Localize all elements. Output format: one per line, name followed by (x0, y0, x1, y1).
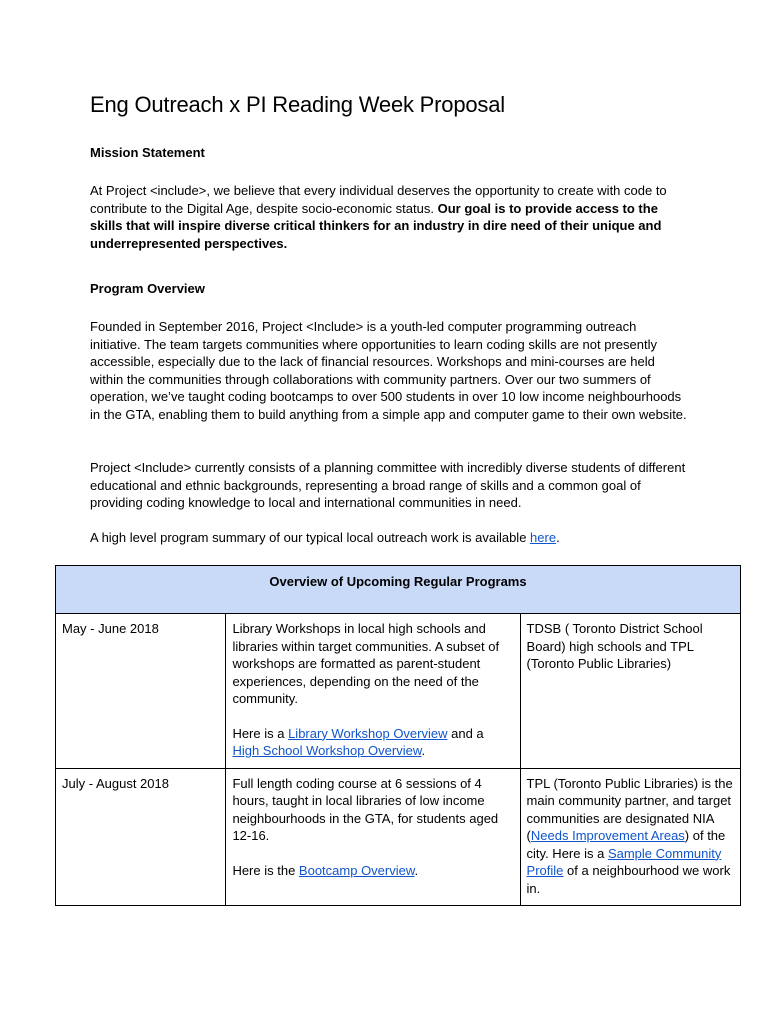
sample-community-profile-link[interactable]: Sample Community Profile (526, 845, 722, 878)
program-partner: TDSB ( Toronto District School Board) high schools and TPL (Toronto Public Libraries) (520, 614, 740, 769)
program-description (226, 614, 520, 769)
needs-improvement-areas-link[interactable]: Needs Improvement Areas (530, 828, 685, 843)
program-partner (520, 768, 740, 906)
summary-suffix: . (556, 530, 560, 545)
bootcamp-links-prefix: Here is the (232, 862, 299, 878)
partner-text-1: TPL (Toronto Public Libraries) is the main community partner, and target communities are designated NIA ( (526, 775, 733, 843)
library-workshop-overview-link[interactable]: Library Workshop Overview (288, 725, 448, 741)
summary-line (90, 529, 690, 547)
programs-table (55, 565, 741, 906)
table-header: Overview of Upcoming Regular Programs (56, 566, 741, 614)
program-description-text: Full length coding course at 6 sessions of 4 hours, taught in local libraries of low income neighbourhoods in the GTA, for students aged 12-16. (232, 775, 499, 843)
overview-links-mid: and a (447, 725, 484, 741)
overview-paragraph-2: Project <Include> currently consists of a planning committee with incredibly diverse students of different educational and ethnic backgrounds, representing a broad range of skills and a common goal of providing coding knowledge to local and international communities in need. (90, 460, 686, 510)
table-row (56, 614, 741, 769)
document-title: Eng Outreach x PI Reading Week Proposal (90, 92, 505, 117)
bootcamp-overview-link[interactable]: Bootcamp Overview (298, 862, 415, 878)
partner-text-3: of a neighbourhood we work in. (526, 863, 731, 896)
mission-heading: Mission Statement (90, 145, 205, 160)
mission-paragraph (90, 182, 690, 252)
program-date: July - August 2018 (56, 768, 226, 906)
overview-links-suffix: . (421, 743, 426, 758)
high-school-workshop-overview-link[interactable]: High School Workshop Overview (232, 743, 422, 758)
summary-here-link[interactable]: here (530, 530, 557, 545)
summary-text: A high level program summary of our typical local outreach work is available (90, 530, 531, 545)
table-row (56, 768, 741, 906)
mission-goal-text: Our goal is to provide access to the skills that will inspire diverse critical thinkers for an industry in dire need of their unique and underrepresented perspectives. (90, 200, 662, 251)
partner-text-2: ) of the city. Here is a (526, 828, 726, 861)
mission-text: At Project <include>, we believe that every individual deserves the opportunity to create with code to contribute to the Digital Age, despite socio-economic status. (90, 183, 667, 216)
program-description (226, 768, 520, 906)
overview-heading: Program Overview (90, 281, 205, 296)
table-header-row (56, 566, 741, 614)
overview-paragraph-1: Founded in September 2016, Project <Include> is a youth-led computer programming outreach initiative. The team targets communities where opportunities to learn coding skills are not presently accessible, especially due to the lack of financial resources. Workshops and mini-courses are held within the communities through collaborations with community partners. Over our two summers of operation, we’ve taught coding bootcamps to over 500 students in over 10 low income neighbourhoods in the GTA, enabling them to build anything from a simple app and computer game to their own website. (90, 319, 687, 422)
program-date: May - June 2018 (56, 614, 226, 769)
bootcamp-links-suffix: . (414, 862, 419, 878)
program-description-text: Library Workshops in local high schools and libraries within target communities. A subset of workshops are formatted as parent-student experiences, depending on the need of the community. (232, 621, 500, 706)
overview-links-prefix: Here is a (232, 725, 289, 741)
